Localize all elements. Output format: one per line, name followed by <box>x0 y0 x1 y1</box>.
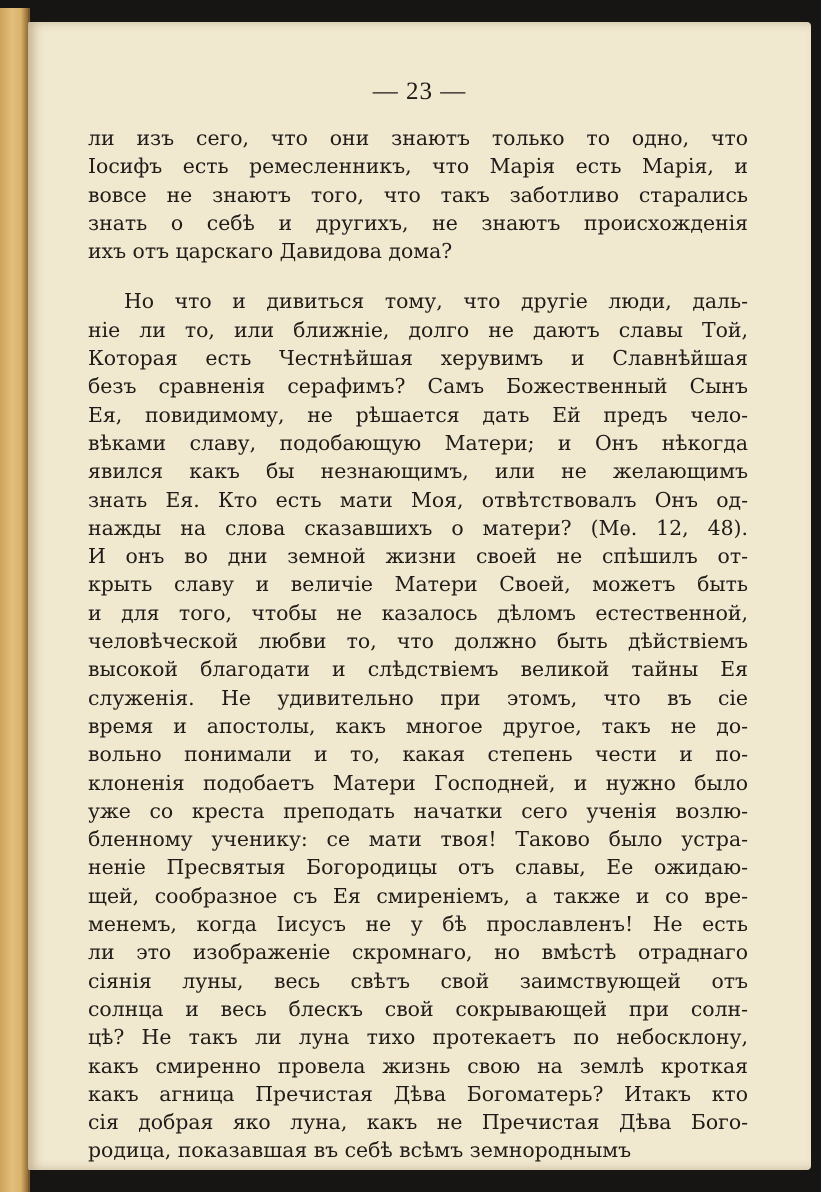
text-line: человѣческой любви то, что должно быть дѣйствіемъ <box>88 629 748 654</box>
text-line: ли это изображеніе скромнаго, но вмѣстѣ отраднаго <box>88 940 748 965</box>
text-line: безъ сравненія серафимъ? Самъ Божественный Сынъ <box>88 374 748 399</box>
text-line: вовсе не знаютъ того, что такъ заботливо старались <box>88 182 748 207</box>
paragraph-gap <box>88 265 748 287</box>
text-line: сіянія луны, весь свѣтъ свой заимствующей отъ <box>88 968 748 993</box>
text-line: вѣками славу, подобающую Матери; и Онъ нѣкогда <box>88 430 748 455</box>
text-line: крыть славу и величіе Матери Своей, можетъ быть <box>88 572 748 597</box>
text-line: высокой благодати и слѣдствіемъ великой тайны Ея <box>88 657 748 682</box>
text-line: знать о себѣ и другихъ, не знаютъ происхожденія <box>88 210 748 235</box>
body-text <box>88 124 748 1165</box>
text-line: Которая есть Честнѣйшая херувимъ и Славнѣйшая <box>88 346 748 371</box>
book-spine-edge <box>0 8 30 1192</box>
text-line: бленному ученику: се мати твоя! Таково было устра- <box>88 827 748 852</box>
text-line: ніе ли то, или ближніе, долго не даютъ славы Той, <box>88 317 748 342</box>
text-line: время и апостолы, какъ многое другое, такъ не до- <box>88 713 748 738</box>
text-line: родица, показавшая въ себѣ всѣмъ земнороднымъ <box>88 1138 632 1163</box>
text-line: солнца и весь блескъ свой сокрывающей при солн- <box>88 996 748 1021</box>
text-line: явился какъ бы незнающимъ, или не желающимъ <box>88 459 748 484</box>
text-line: Ея, повидимому, не рѣшается дать Ей предъ чело- <box>88 402 748 427</box>
text-line: Но что и дивиться тому, что другіе люди, даль- <box>124 289 748 314</box>
text-line: ихъ отъ царскаго Давидова дома? <box>88 239 453 264</box>
text-line: цѣ? Не такъ ли луна тихо протекаетъ по небосклону, <box>88 1025 748 1050</box>
text-line: ли изъ сего, что они знаютъ только то одно, что <box>88 126 748 150</box>
text-line: знать Ея. Кто есть мати Моя, отвѣтствовалъ Онъ од- <box>88 487 748 512</box>
text-line: нажды на слова сказавшихъ о матери? (Мѳ. 12, 48). <box>88 515 748 540</box>
text-line: и для того, чтобы не казалось дѣломъ естественной, <box>88 600 748 625</box>
text-line: какъ смиренно провела жизнь свою на землѣ кроткая <box>88 1053 748 1078</box>
text-line: вольно понимали и то, какая степень чести и по- <box>88 742 748 767</box>
text-line: клоненія подобаетъ Матери Господней, и нужно было <box>88 770 748 795</box>
text-line: неніе Пресвятыя Богородицы отъ славы, Ее ожидаю- <box>88 855 748 880</box>
text-line: Іосифъ есть ремесленникъ, что Марія есть Марія, и <box>88 154 748 179</box>
text-line: сія добрая яко луна, какъ не Пречистая Дѣва Бого- <box>88 1110 748 1135</box>
text-line: менемъ, когда Іисусъ не у бѣ прославленъ! Не есть <box>88 912 748 937</box>
text-line: щей, сообразное съ Ея смиреніемъ, а также и со вре- <box>88 883 748 908</box>
text-line: уже со креста преподать начатки сего ученія возлю- <box>88 798 748 823</box>
text-line: И онъ во дни земной жизни своей не спѣшилъ от- <box>88 544 748 569</box>
page-sheet <box>28 22 811 1170</box>
text-line: служенія. Не удивительно при этомъ, что въ сіе <box>88 685 748 710</box>
page-number: — 23 — <box>372 78 467 105</box>
text-line: какъ агница Пречистая Дѣва Богоматерь? Итакъ кто <box>88 1081 748 1106</box>
